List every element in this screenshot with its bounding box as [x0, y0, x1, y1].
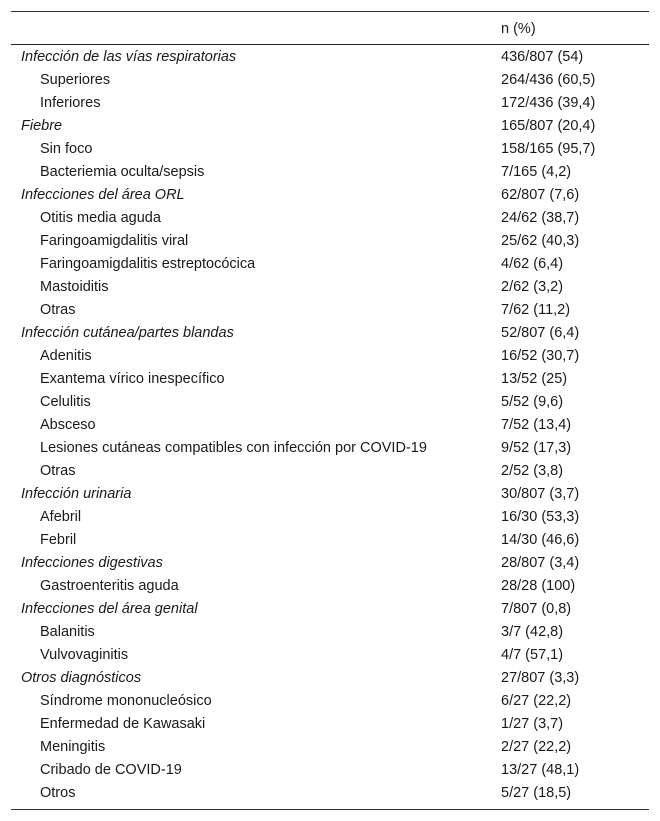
subcategory-row [11, 736, 649, 759]
subcategory-row [11, 414, 649, 437]
row-label: Mastoiditis [40, 279, 109, 295]
row-value: 13/52 (25) [501, 371, 568, 387]
row-label: Celulitis [40, 394, 91, 410]
row-label: Infecciones del área ORL [21, 187, 185, 203]
row-value: 3/7 (42,8) [501, 624, 564, 640]
subcategory-row [11, 506, 649, 529]
table-header-row [11, 12, 649, 44]
row-label: Faringoamigdalitis estreptocócica [40, 256, 256, 272]
row-value: 2/62 (3,2) [501, 279, 564, 295]
row-label: Adenitis [40, 348, 92, 364]
subcategory-row [11, 69, 649, 92]
row-value: 4/7 (57,1) [501, 647, 564, 663]
table-bottom-rule [11, 809, 649, 810]
row-value: 264/436 (60,5) [501, 72, 596, 88]
row-label: Otros diagnósticos [21, 670, 142, 686]
row-label: Faringoamigdalitis viral [40, 233, 189, 249]
row-value: 28/807 (3,4) [501, 555, 580, 571]
subcategory-row [11, 759, 649, 782]
row-label: Afebril [40, 509, 82, 525]
subcategory-row [11, 621, 649, 644]
row-label: Lesiones cutáneas compatibles con infección por COVID-19 [40, 440, 427, 456]
subcategory-row [11, 207, 649, 230]
row-label: Infección urinaria [21, 486, 132, 502]
row-label: Enfermedad de Kawasaki [40, 716, 206, 732]
row-value: 14/30 (46,6) [501, 532, 580, 548]
row-value: 2/52 (3,8) [501, 463, 564, 479]
row-value: 25/62 (40,3) [501, 233, 580, 249]
row-label: Otras [40, 463, 76, 479]
row-value: 27/807 (3,3) [501, 670, 580, 686]
row-label: Fiebre [21, 118, 63, 134]
row-value: 436/807 (54) [501, 49, 584, 65]
subcategory-row [11, 253, 649, 276]
category-row [11, 552, 649, 575]
subcategory-row [11, 529, 649, 552]
row-label: Otras [40, 302, 76, 318]
category-row [11, 322, 649, 345]
row-value: 5/52 (9,6) [501, 394, 564, 410]
subcategory-row [11, 276, 649, 299]
subcategory-row [11, 299, 649, 322]
diagnosis-table [11, 11, 649, 810]
subcategory-row [11, 460, 649, 483]
subcategory-row [11, 345, 649, 368]
row-value: 30/807 (3,7) [501, 486, 580, 502]
row-value: 158/165 (95,7) [501, 141, 596, 157]
row-value: 24/62 (38,7) [501, 210, 580, 226]
table-body [11, 45, 649, 809]
subcategory-row [11, 690, 649, 713]
row-value: 9/52 (17,3) [501, 440, 572, 456]
row-label: Infección cutánea/partes blandas [21, 325, 234, 341]
row-value: 2/27 (22,2) [501, 739, 572, 755]
category-row [11, 46, 649, 69]
row-value: 172/436 (39,4) [501, 95, 596, 111]
category-row [11, 483, 649, 506]
category-row [11, 115, 649, 138]
subcategory-row [11, 138, 649, 161]
subcategory-row [11, 575, 649, 598]
row-value: 4/62 (6,4) [501, 256, 564, 272]
category-row [11, 184, 649, 207]
row-value: 16/30 (53,3) [501, 509, 580, 525]
subcategory-row [11, 713, 649, 736]
row-value: 1/27 (3,7) [501, 716, 564, 732]
row-label: Febril [40, 532, 77, 548]
row-label: Infecciones del área genital [21, 601, 198, 617]
row-value: 7/52 (13,4) [501, 417, 572, 433]
row-label: Superiores [40, 72, 111, 88]
row-label: Síndrome mononucleósico [40, 693, 212, 709]
row-value: 165/807 (20,4) [501, 118, 596, 134]
row-label: Bacteriemia oculta/sepsis [40, 164, 205, 180]
row-label: Cribado de COVID-19 [40, 762, 182, 778]
row-value: 7/165 (4,2) [501, 164, 572, 180]
subcategory-row [11, 391, 649, 414]
category-row [11, 667, 649, 690]
subcategory-row [11, 644, 649, 667]
subcategory-row [11, 782, 649, 805]
row-value: 7/62 (11,2) [501, 302, 571, 318]
subcategory-row [11, 92, 649, 115]
row-value: 5/27 (18,5) [501, 785, 572, 801]
row-label: Absceso [40, 417, 96, 433]
row-label: Exantema vírico inespecífico [40, 371, 225, 387]
row-label: Balanitis [40, 624, 95, 640]
row-label: Otros [40, 785, 76, 801]
row-label: Gastroenteritis aguda [40, 578, 179, 594]
row-label: Infección de las vías respiratorias [21, 49, 237, 65]
row-label: Vulvovaginitis [40, 647, 129, 663]
row-label: Otitis media aguda [40, 210, 161, 226]
row-value: 62/807 (7,6) [501, 187, 580, 203]
header-col2: n (%) [501, 21, 536, 37]
subcategory-row [11, 437, 649, 460]
row-value: 6/27 (22,2) [501, 693, 572, 709]
row-value: 7/807 (0,8) [501, 601, 572, 617]
subcategory-row [11, 368, 649, 391]
subcategory-row [11, 230, 649, 253]
row-label: Infecciones digestivas [21, 555, 163, 571]
category-row [11, 598, 649, 621]
row-label: Sin foco [40, 141, 93, 157]
subcategory-row [11, 161, 649, 184]
row-value: 16/52 (30,7) [501, 348, 580, 364]
row-value: 52/807 (6,4) [501, 325, 580, 341]
row-label: Meningitis [40, 739, 106, 755]
row-label: Inferiores [40, 95, 101, 111]
row-value: 13/27 (48,1) [501, 762, 580, 778]
row-value: 28/28 (100) [501, 578, 576, 594]
